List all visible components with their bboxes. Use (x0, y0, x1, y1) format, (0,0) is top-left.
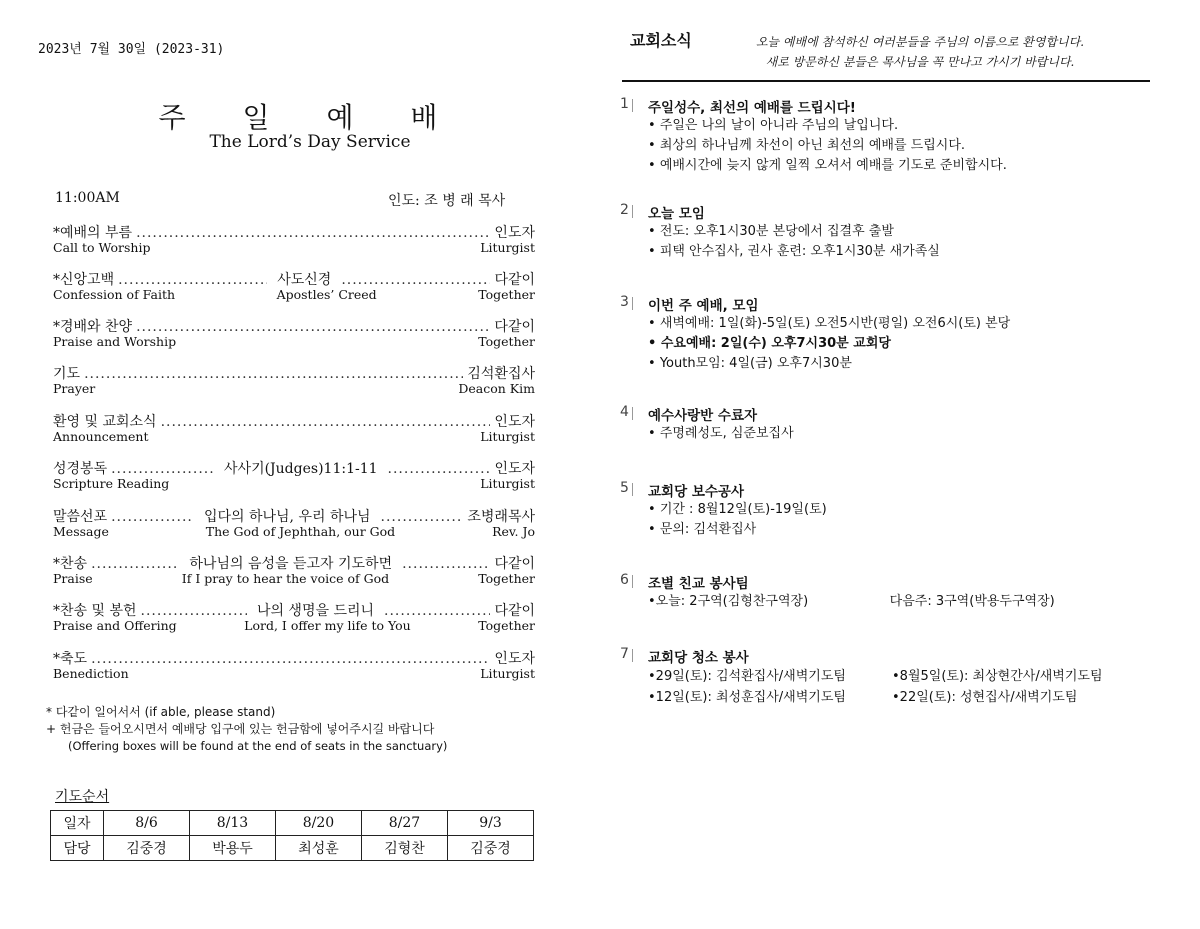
order-item (53, 269, 535, 303)
item-detail-ko: 나의 생명을 드리니 (256, 603, 375, 619)
item-ko: *축도 (53, 651, 88, 667)
service-time: 11:00AM (55, 190, 120, 206)
list-item (648, 592, 1128, 612)
item-leader-en: Deacon Kim (458, 381, 535, 396)
order-item (53, 363, 535, 397)
item-leader-ko: 인도자 (494, 414, 535, 430)
offering-note: + 헌금은 들어오시면서 예배당 입구에 있는 헌금함에 넣어주시길 바랍니다 (46, 722, 435, 736)
list-item: • Youth모임: 4일(금) 오후7시30분 (648, 354, 1010, 374)
item-en: Announcement (53, 429, 149, 444)
list-item: • 전도: 오후1시30분 본당에서 집결후 출발 (648, 222, 940, 242)
item-ko: *찬송 및 봉헌 (53, 603, 137, 619)
item-detail-ko: 입다의 하나님, 우리 하나님 (203, 509, 371, 525)
section-heading: 교회당 청소 봉사 (648, 650, 749, 666)
prayer-schedule-title: 기도순서 (55, 789, 110, 805)
item-leader-en: Together (478, 287, 535, 302)
schedule-entry: •22일(토): 성현집사/새벽기도팀 (892, 690, 1078, 705)
section-number: 3 (620, 294, 629, 310)
schedule-entry: •8월5일(토): 최상현간사/새벽기도팀 (892, 669, 1103, 684)
service-notes (46, 704, 447, 755)
list-item: • 새벽예배: 1일(화)-5일(토) 오전5시반(평일) 오전6시(토) 본당 (648, 314, 1010, 334)
table-cell: 8/6 (104, 811, 190, 836)
item-detail-en: Lord, I offer my life to You (244, 618, 411, 633)
list-item: • 기간 : 8월12일(토)-19일(토) (648, 500, 827, 520)
item-en: Message (53, 524, 109, 539)
order-of-service-page (0, 0, 580, 929)
list-item: • 문의: 김석환집사 (648, 520, 827, 540)
list-item: • 예배시간에 늦지 않게 일찍 오셔서 예배를 기도로 준비합시다. (648, 156, 1007, 176)
table-cell: 9/3 (448, 811, 534, 836)
order-item (53, 411, 535, 445)
service-leader: 인도: 조 병 래 목사 (388, 193, 506, 209)
table-cell: 김형찬 (362, 836, 448, 861)
item-detail-ko: 하나님의 음성을 듣고자 기도하면 (189, 556, 393, 572)
item-leader-ko: 인도자 (494, 651, 535, 667)
item-en: Prayer (53, 381, 96, 396)
section-number: 5 (620, 480, 629, 496)
section-heading: 예수사랑반 수료자 (648, 408, 758, 424)
item-leader-en: Liturgist (480, 240, 535, 255)
welcome-line: 오늘 예배에 참석하신 여러분들을 주님의 이름으로 환영합니다. (755, 35, 1085, 49)
item-leader-ko: 다같이 (494, 272, 536, 288)
item-en: Praise (53, 571, 93, 586)
item-detail-en: The God of Jephthah, our God (205, 524, 396, 539)
item-en: Praise and Worship (53, 334, 177, 349)
item-ko: *찬송 (53, 556, 88, 572)
cleaning-schedule (648, 666, 1148, 708)
order-item (53, 222, 535, 256)
section-heading: 주일성수, 최선의 예배를 드립시다! (648, 100, 856, 116)
table-cell: 김중경 (448, 836, 534, 861)
section-heading: 오늘 모임 (648, 206, 705, 222)
item-detail-en: Apostles’ Creed (276, 287, 377, 302)
title-korean: 주 일 예 배 (158, 101, 462, 134)
item-ko: *예배의 부름 (53, 225, 133, 241)
section-number: 7 (620, 646, 629, 662)
list-item: • 주일은 나의 날이 아니라 주님의 날입니다. (648, 116, 1007, 136)
stand-note: * 다같이 일어서서 (if able, please stand) (46, 705, 276, 719)
schedule-row (648, 687, 1148, 708)
item-en: Praise and Offering (53, 618, 177, 633)
news-title: 교회소식 (630, 31, 692, 50)
list-item: • 최상의 하나님께 차선이 아닌 최선의 예배를 드립시다. (648, 136, 1007, 156)
item-en: Confession of Faith (53, 287, 176, 302)
table-row (51, 811, 534, 836)
item-en: Benediction (53, 666, 129, 681)
section-number: 4 (620, 404, 629, 420)
item-leader-ko: 김석환집사 (467, 366, 535, 382)
bulletin-date: 2023년 7월 30일 (2023-31) (38, 42, 225, 57)
table-row (51, 836, 534, 861)
item-detail-ko: 사도신경 (277, 272, 332, 288)
order-item (53, 600, 535, 634)
item-leader-en: Rev. Jo (492, 524, 535, 539)
table-cell: 김중경 (104, 836, 190, 861)
item-leader-en: Together (478, 618, 535, 633)
item-leader-ko: 다같이 (494, 319, 535, 335)
item-leader-ko: 다같이 (494, 556, 536, 572)
item-leader-en: Liturgist (480, 429, 535, 444)
prayer-schedule-table (50, 810, 534, 861)
item-detail-en: If I pray to hear the voice of God (181, 571, 390, 586)
team-today: • 오늘: 2구역(김형찬구역장) (655, 594, 809, 609)
item-leader-en: Liturgist (480, 476, 535, 491)
item-leader-en: Together (478, 334, 535, 349)
list-item: • 수요예배: 2일(수) 오후7시30분 교회당 (648, 334, 1010, 354)
order-item (53, 553, 535, 587)
schedule-entry: •12일(토): 최성훈집사/새벽기도팀 (648, 690, 846, 705)
welcome-message (720, 32, 1120, 72)
item-leader-en: Together (478, 571, 535, 586)
list-item: • 피택 안수집사, 권사 훈련: 오후1시30분 새가족실 (648, 242, 940, 262)
item-en: Scripture Reading (53, 476, 170, 491)
item-detail-ko: 사사기(Judges)11:1-11 (224, 461, 378, 477)
item-en: Call to Worship (53, 240, 151, 255)
order-item (53, 648, 535, 682)
table-cell: 최성훈 (276, 836, 362, 861)
title-english: The Lord’s Day Service (209, 132, 411, 152)
item-leader-ko: 인도자 (494, 461, 536, 477)
offering-note-en: (Offering boxes will be found at the end of seats in the sanctuary) (68, 739, 448, 753)
church-news-page (610, 0, 1200, 929)
table-cell: 8/27 (362, 811, 448, 836)
item-ko: *신앙고백 (53, 272, 115, 288)
item-ko: 환영 및 교회소식 (53, 414, 157, 430)
item-leader-ko: 조병래목사 (467, 509, 535, 525)
schedule-entry: •29일(토): 김석환집사/새벽기도팀 (648, 669, 846, 684)
team-next-week: 다음주: 3구역(박용두구역장) (889, 594, 1055, 609)
section-heading: 조별 친교 봉사팀 (648, 576, 749, 592)
order-item (53, 316, 535, 350)
item-ko: 기도 (53, 366, 81, 382)
table-cell: 8/13 (190, 811, 276, 836)
section-number: 6 (620, 572, 629, 588)
item-ko: 성경봉독 (53, 461, 108, 477)
item-ko: *경배와 찬양 (53, 319, 133, 335)
section-number: 2 (620, 202, 629, 218)
item-leader-ko: 인도자 (494, 225, 535, 241)
welcome-line: 새로 방문하신 분들은 목사님을 꼭 만나고 가시기 바랍니다. (765, 55, 1075, 69)
schedule-row (648, 666, 1148, 687)
order-item (53, 458, 535, 492)
item-leader-ko: 다같이 (494, 603, 536, 619)
item-leader-en: Liturgist (480, 666, 535, 681)
table-cell: 박용두 (190, 836, 276, 861)
order-item (53, 506, 535, 540)
item-ko: 말씀선포 (53, 509, 108, 525)
section-number: 1 (620, 96, 629, 112)
table-cell: 담당 (51, 836, 104, 861)
table-cell: 8/20 (276, 811, 362, 836)
divider (622, 80, 1150, 82)
section-heading: 이번 주 예배, 모임 (648, 298, 759, 314)
table-cell: 일자 (51, 811, 104, 836)
section-heading: 교회당 보수공사 (648, 484, 744, 500)
list-item: • 주명례성도, 심준보집사 (648, 424, 794, 444)
